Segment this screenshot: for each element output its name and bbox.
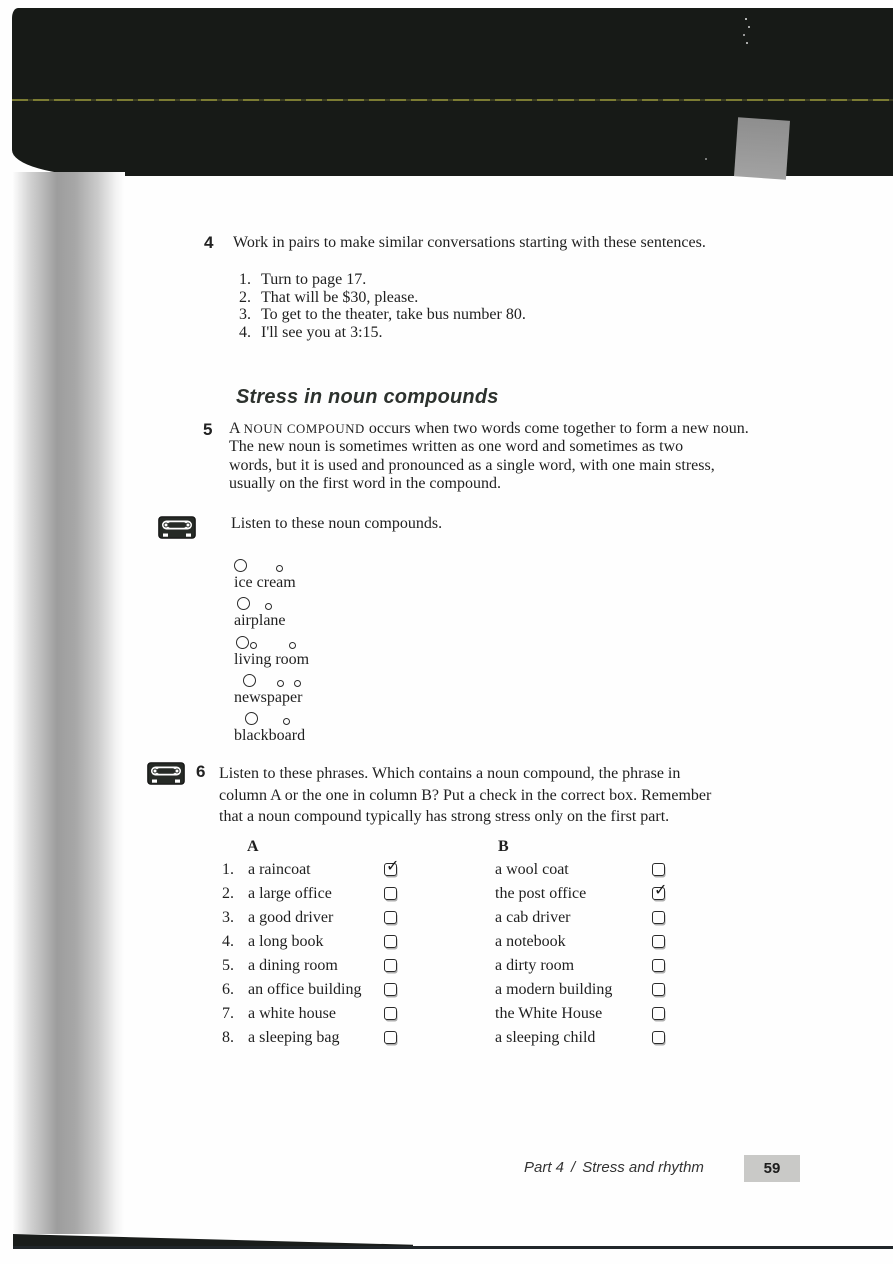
breadcrumb-part: Part 4 <box>524 1159 565 1176</box>
checkbox[interactable] <box>384 983 397 996</box>
checkbox-checked[interactable] <box>652 880 668 900</box>
exercise5-paragraph <box>229 420 749 494</box>
list-item <box>239 324 526 342</box>
stress-pattern <box>234 597 309 611</box>
list-item <box>239 306 526 324</box>
phrase-b-label: a cab driver <box>495 909 571 926</box>
checkbox[interactable] <box>384 935 397 948</box>
row-number: 2. <box>222 885 234 902</box>
exercise6-number: 6 <box>196 762 206 781</box>
noun-compounds-list <box>234 559 309 750</box>
paragraph-text: occurs when two words come together to form a new noun. <box>364 420 749 437</box>
list-item-text: Turn to page 17. <box>261 271 367 288</box>
exercise6-table-rows <box>222 856 702 1053</box>
checkbox[interactable] <box>384 959 397 972</box>
row-number: 6. <box>222 981 234 998</box>
paragraph-line: words, but it is used and pronounced as a single word, with one main stress, <box>229 456 715 474</box>
compound-item <box>234 597 309 630</box>
checkbox[interactable] <box>384 911 397 924</box>
list-item-number: 1. <box>239 271 251 288</box>
phrase-a-label: a long book <box>248 933 324 950</box>
breadcrumb-title: Stress and rhythm <box>582 1159 704 1176</box>
checkbox[interactable] <box>384 1031 397 1044</box>
table-row <box>222 1005 702 1029</box>
compound-word: ice cream <box>234 574 296 591</box>
phrase-a-label: a dining room <box>248 957 338 974</box>
breadcrumb <box>524 1159 704 1176</box>
secondary-stress-circle <box>276 565 283 572</box>
cassette-icon <box>147 762 185 790</box>
stress-pattern <box>234 712 309 726</box>
checkbox-checked[interactable] <box>384 856 400 876</box>
section-heading: Stress in noun compounds <box>236 386 499 408</box>
phrase-a-label: a raincoat <box>248 861 311 878</box>
exercise4-number: 4 <box>204 233 214 252</box>
paragraph-line: usually on the first word in the compound. <box>229 475 501 493</box>
phrase-a-label: a good driver <box>248 909 334 926</box>
secondary-stress-circle <box>250 642 257 649</box>
stress-pattern <box>234 559 309 573</box>
list-item-number: 4. <box>239 324 251 342</box>
scan-dust-specks <box>745 18 747 20</box>
paragraph-line: The new noun is sometimes written as one word and sometimes as two <box>229 438 684 456</box>
secondary-stress-circle <box>265 603 272 610</box>
compound-word: blackboard <box>234 727 306 745</box>
check-icon: ✓ <box>386 856 400 875</box>
secondary-stress-circle <box>294 680 301 687</box>
exercise4-list <box>239 271 526 342</box>
phrase-a-label: a white house <box>248 1005 336 1022</box>
table-row <box>222 909 702 933</box>
checkbox[interactable] <box>652 983 665 996</box>
checkbox[interactable] <box>384 1007 397 1020</box>
phrase-a-label: a sleeping bag <box>248 1029 340 1046</box>
table-row <box>222 981 702 1005</box>
table-row <box>222 957 702 981</box>
book-spine-shadow <box>12 172 125 1234</box>
phrase-b-label: the post office <box>495 885 587 902</box>
paragraph-line: column A or the one in column B? Put a check in the correct box. Remember <box>219 786 712 804</box>
table-row <box>222 880 702 909</box>
secondary-stress-circle <box>283 718 290 725</box>
table-row <box>222 856 702 885</box>
list-item-text: That will be $30, please. <box>261 288 419 306</box>
primary-stress-circle <box>234 559 247 572</box>
phrase-b-label: a wool coat <box>495 861 569 878</box>
column-a-header: A <box>247 838 259 855</box>
row-number: 8. <box>222 1029 234 1046</box>
row-number: 3. <box>222 909 234 926</box>
row-number: 5. <box>222 957 234 974</box>
paragraph-line: that a noun compound typically has strong stress only on the first part. <box>219 808 670 826</box>
phrase-b-label: the White House <box>495 1005 603 1022</box>
checkbox[interactable] <box>652 959 665 972</box>
table-row <box>222 1029 702 1053</box>
checkbox[interactable] <box>384 887 397 900</box>
table-row <box>222 933 702 957</box>
primary-stress-circle <box>236 636 249 649</box>
compound-item <box>234 674 309 707</box>
compound-item <box>234 712 309 745</box>
checkbox[interactable] <box>652 1031 665 1044</box>
compound-item <box>234 559 309 592</box>
primary-stress-circle <box>245 712 258 725</box>
paragraph-line: Listen to these phrases. Which contains a noun compound, the phrase in <box>219 765 681 782</box>
phrase-a-label: a large office <box>248 885 332 902</box>
checkbox[interactable] <box>652 863 665 876</box>
exercise6-paragraph <box>219 763 711 828</box>
phrase-b-label: a modern building <box>495 981 613 998</box>
secondary-stress-circle <box>289 642 296 649</box>
compound-word: living room <box>234 650 310 668</box>
stress-pattern <box>234 636 309 650</box>
breadcrumb-separator: / <box>571 1159 576 1176</box>
compound-item <box>234 636 309 669</box>
compound-word: newspaper <box>234 688 303 706</box>
exercise5-number: 5 <box>203 420 213 439</box>
phrase-b-label: a sleeping child <box>495 1029 596 1046</box>
cassette-icon <box>158 516 196 544</box>
paragraph-text: A <box>229 420 244 437</box>
scan-olive-line <box>12 99 893 101</box>
row-number: 7. <box>222 1005 234 1022</box>
row-number: 1. <box>222 861 234 878</box>
list-item-number: 3. <box>239 306 251 324</box>
checkbox[interactable] <box>652 1007 665 1020</box>
list-item <box>239 271 526 289</box>
check-icon: ✓ <box>654 880 668 899</box>
list-item-number: 2. <box>239 288 251 306</box>
list-item-text: To get to the theater, take bus number 80. <box>261 306 526 324</box>
scan-gray-patch <box>734 117 790 179</box>
secondary-stress-circle <box>277 680 284 687</box>
smallcaps-term: NOUN COMPOUND <box>243 422 365 436</box>
exercise4-prompt: Work in pairs to make similar conversations starting with these sentences. <box>233 234 706 251</box>
phrase-a-label: an office building <box>248 981 362 998</box>
checkbox[interactable] <box>652 911 665 924</box>
list-item-text: I'll see you at 3:15. <box>261 324 383 342</box>
row-number: 4. <box>222 933 234 950</box>
stress-pattern <box>234 674 309 688</box>
phrase-b-label: a notebook <box>495 933 566 950</box>
phrase-b-label: a dirty room <box>495 957 575 974</box>
page-number-badge: 59 <box>744 1155 800 1182</box>
list-item <box>239 289 526 307</box>
primary-stress-circle <box>237 597 250 610</box>
listen-prompt: Listen to these noun compounds. <box>231 515 443 532</box>
column-b-header: B <box>498 838 509 855</box>
compound-word: airplane <box>234 612 286 630</box>
paragraph-line <box>229 420 749 438</box>
scan-bottom-line <box>13 1246 893 1249</box>
primary-stress-circle <box>243 674 256 687</box>
checkbox[interactable] <box>652 935 665 948</box>
